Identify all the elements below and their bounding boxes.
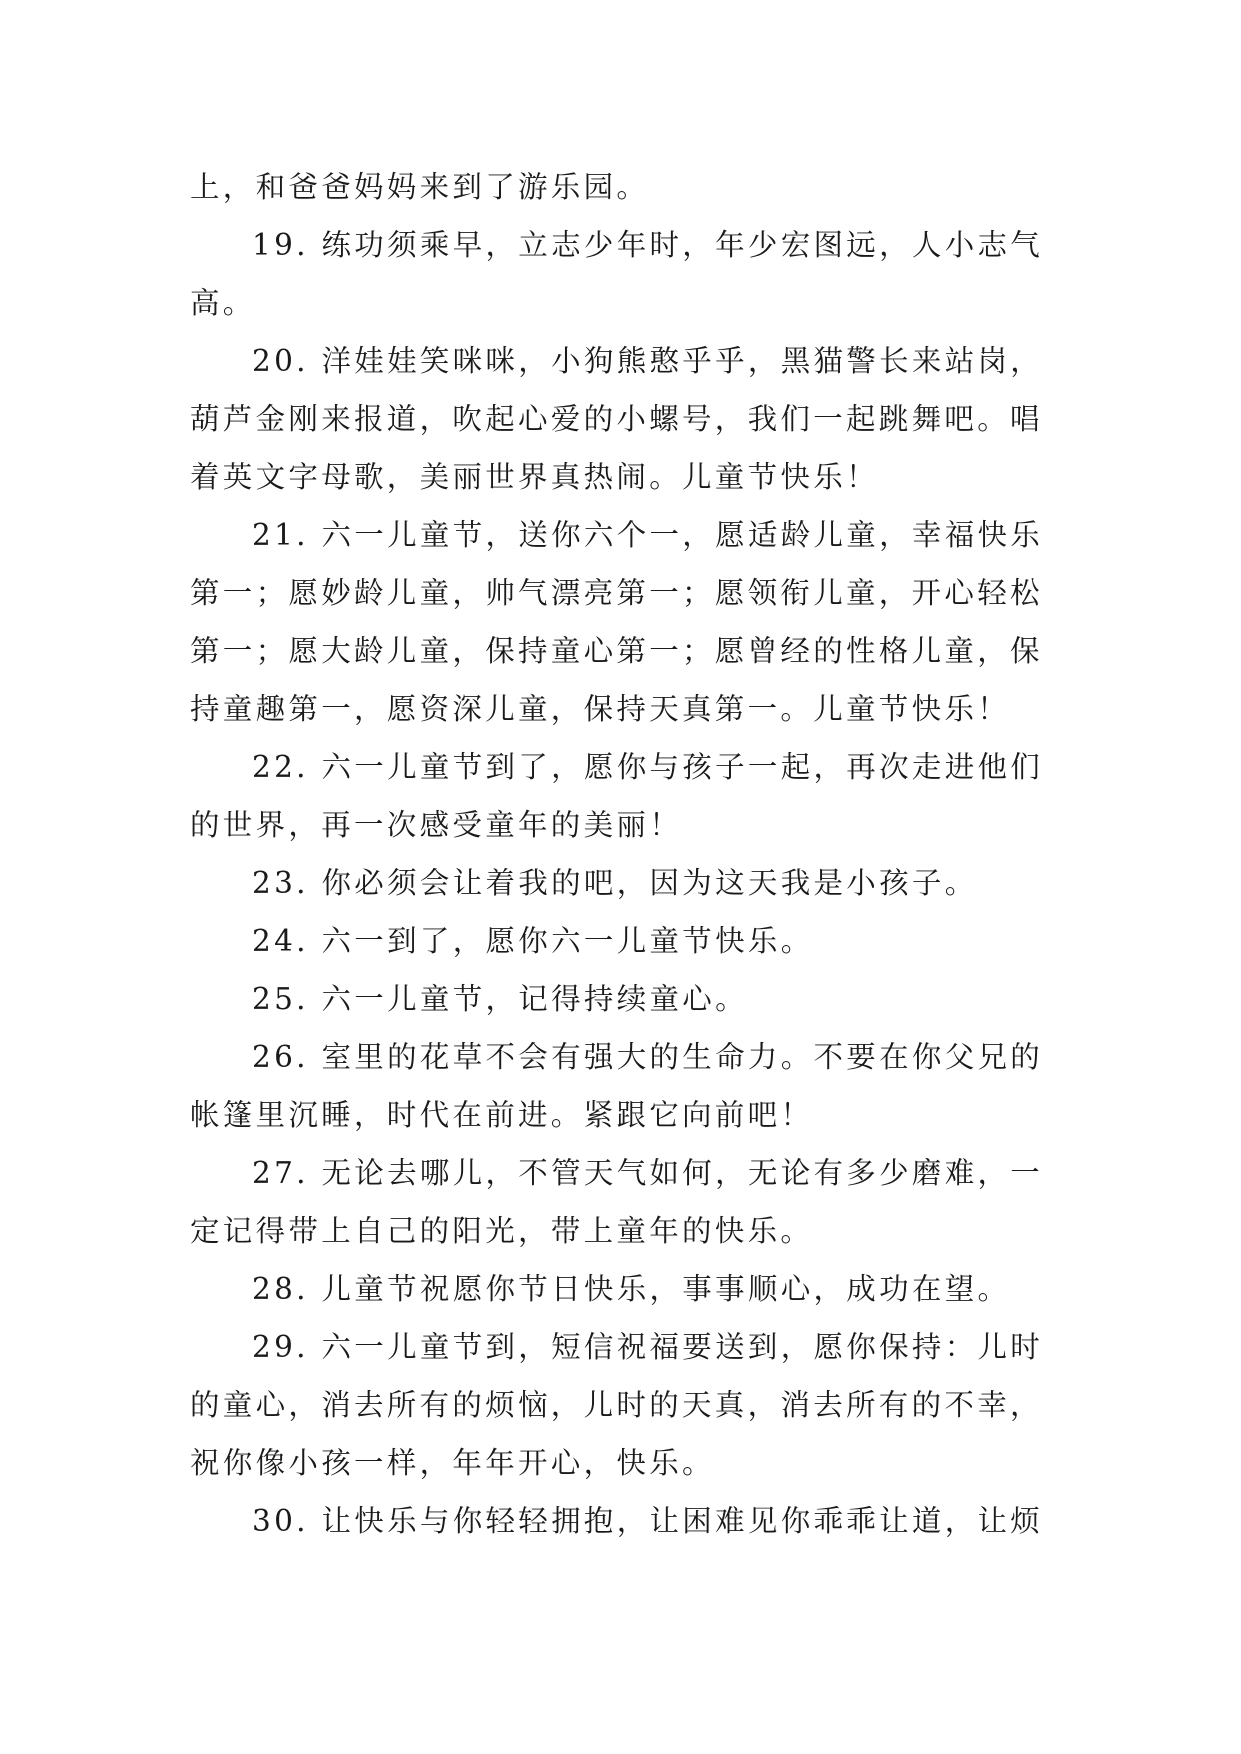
paragraph-28: 28. 儿童节祝愿你节日快乐，事事顺心，成功在望。 xyxy=(252,1272,1011,1306)
paragraph-21: 21. 六一儿童节，送你六个一，愿适龄儿童，幸福快乐第一；愿妙龄儿童，帅气漂亮第一；愿领衔儿童，开心轻松第一；愿大龄儿童，保持童心第一；愿曾经的性格儿童，保持童趣第一，愿资深儿童，保持天真第一。儿童节快乐！ xyxy=(190,518,1044,726)
paragraph-29: 29. 六一儿童节到，短信祝福要送到，愿你保持：儿时的童心，消去所有的烦恼，儿时的天真，消去所有的不幸，祝你像小孩一样，年年开心，快乐。 xyxy=(190,1330,1044,1480)
paragraph-22: 22. 六一儿童节到了，愿你与孩子一起，再次走进他们的世界，再一次感受童年的美丽！ xyxy=(190,750,1044,842)
paragraph-26: 26. 室里的花草不会有强大的生命力。不要在你父兄的帐篷里沉睡，时代在前进。紧跟它向前吧！ xyxy=(190,1040,1044,1132)
paragraph-27: 27. 无论去哪儿，不管天气如何，无论有多少磨难，一定记得带上自己的阳光，带上童年的快乐。 xyxy=(190,1156,1044,1248)
paragraph-24: 24. 六一到了，愿你六一儿童节快乐。 xyxy=(252,924,814,958)
paragraph-20: 20. 洋娃娃笑咪咪，小狗熊憨乎乎，黑猫警长来站岗，葫芦金刚来报道，吹起心爱的小螺号，我们一起跳舞吧。唱着英文字母歌，美丽世界真热闹。儿童节快乐！ xyxy=(190,344,1044,494)
paragraph-19: 19. 练功须乘早，立志少年时，年少宏图远，人小志气高。 xyxy=(190,228,1044,320)
paragraph-continuation: 上，和爸爸妈妈来到了游乐园。 xyxy=(190,170,650,204)
paragraph-30: 30. 让快乐与你轻轻拥抱，让困难见你乖乖让道，让烦 xyxy=(252,1504,1044,1538)
paragraph-23: 23. 你必须会让着我的吧，因为这天我是小孩子。 xyxy=(252,866,978,900)
paragraph-25: 25. 六一儿童节，记得持续童心。 xyxy=(252,982,748,1016)
document-body xyxy=(190,158,1056,1550)
